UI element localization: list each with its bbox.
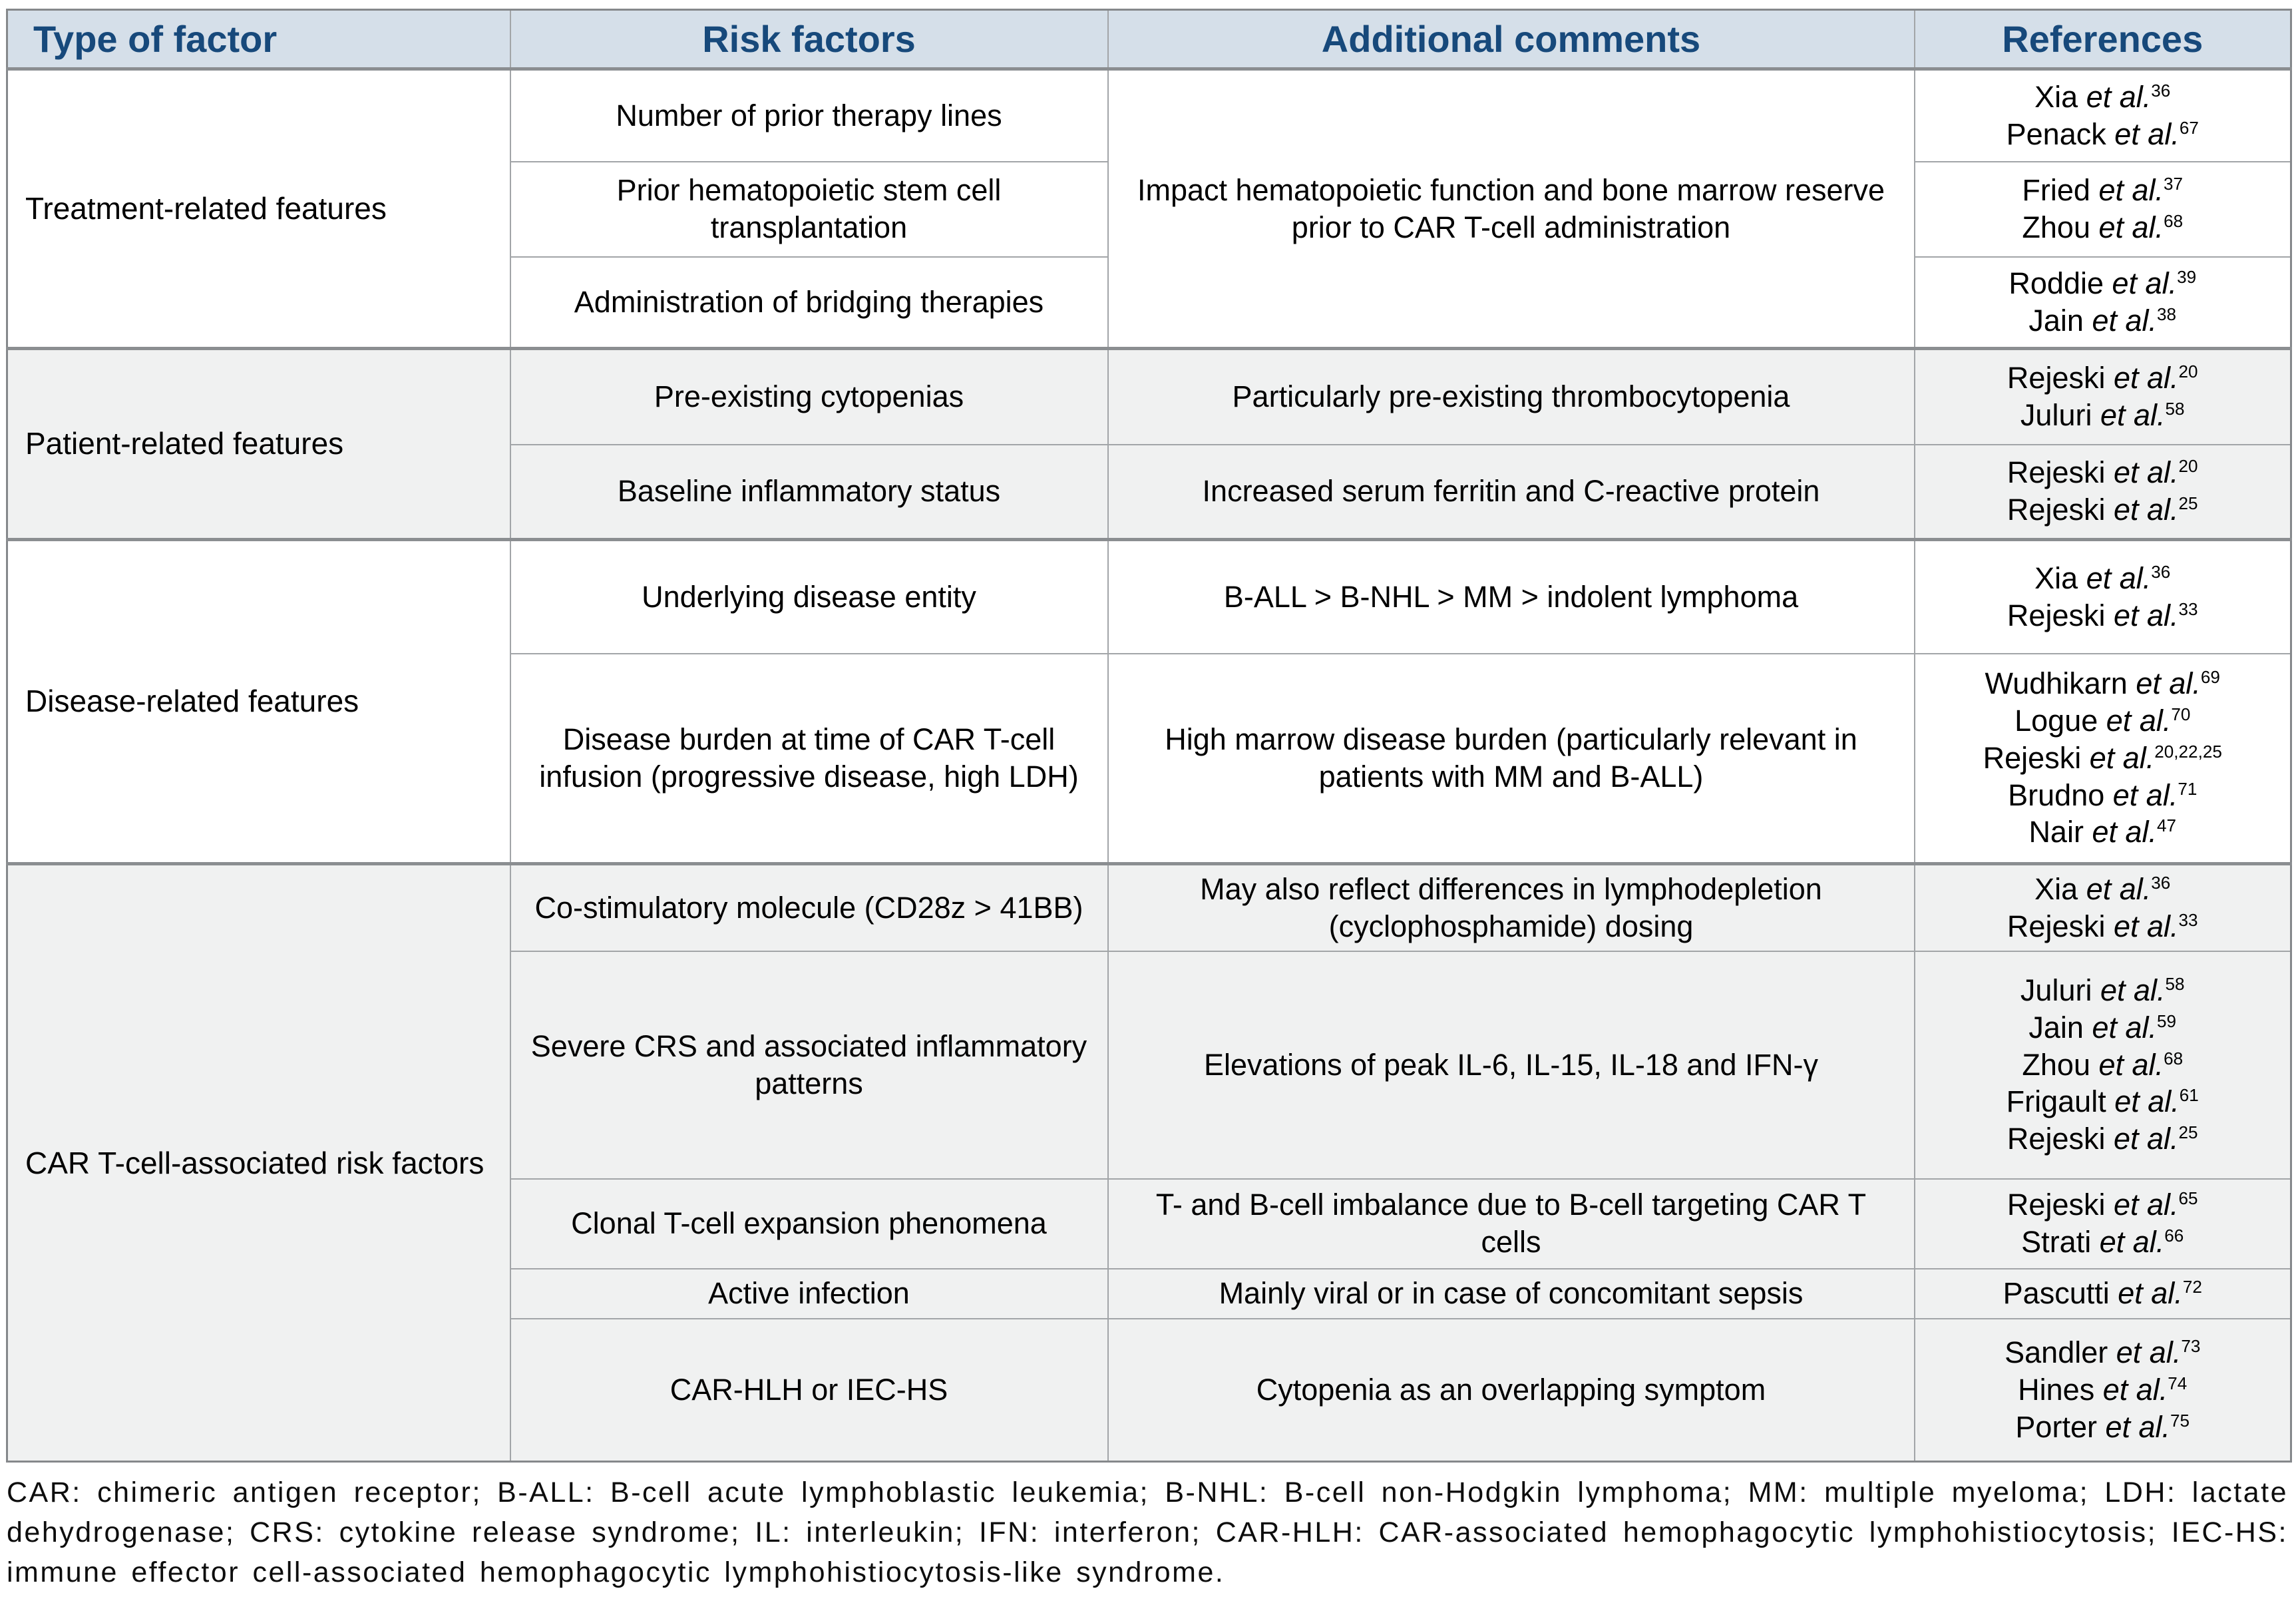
reference-number: 66 [2164, 1226, 2184, 1246]
abbreviations-footnote: CAR: chimeric antigen receptor; B-ALL: B-cell acute lymphoblastic leukemia; B-NHL: B-cell non-Hodgkin lymphoma; MM: multiple myeloma; LDH: lactate dehydrogenase; CRS: cytokine release syndrome; IL: interleukin; IFN: interferon; CAR-HLH: CAR-associated hemophagocytic lymphohistiocytosis; IEC-HS: immune effector cell-associated hemophagocytic lymphohistiocytosis-like syndrome. [7, 1477, 2288, 1589]
reference-number: 71 [2178, 778, 2198, 799]
reference-number: 38 [2157, 304, 2177, 324]
reference-author: Xia [2034, 872, 2078, 906]
factor-type-cell-car-t-cell-associated-risk-factors: CAR T-cell-associated risk factors [7, 864, 510, 1462]
et-al-label: et al. [2086, 561, 2152, 595]
et-al-label: et al. [2113, 909, 2179, 943]
et-al-label: et al. [2114, 1084, 2180, 1119]
reference-author: Strati [2021, 1225, 2092, 1259]
reference-number: 58 [2165, 974, 2185, 995]
risk-factor-cell: Clonal T-cell expansion phenomena [510, 1179, 1108, 1269]
et-al-label: et al. [2113, 493, 2179, 527]
reference-author: Penack [2006, 116, 2106, 151]
reference-number: 25 [2178, 493, 2198, 514]
references-cell [1915, 654, 2291, 864]
references-cell [1915, 349, 2291, 445]
et-al-label: et al. [2118, 1276, 2183, 1311]
reference-item [1922, 740, 2284, 777]
reference-item [1922, 813, 2284, 851]
reference-author: Roddie [2009, 266, 2104, 300]
et-al-label: et al. [2092, 815, 2158, 849]
table-header [7, 10, 2291, 69]
column-header-risk-factors: Risk factors [510, 10, 1108, 69]
reference-number: 70 [2171, 704, 2191, 725]
risk-factor-cell: Active infection [510, 1269, 1108, 1319]
comment-cell: T- and B-cell imbalance due to B-cell targeting CAR T cells [1108, 1179, 1915, 1269]
reference-item [1922, 1224, 2284, 1261]
reference-number: 20 [2178, 456, 2198, 477]
factor-type-cell-treatment-related-features: Treatment-related features [7, 69, 510, 349]
risk-factor-cell: Co-stimulatory molecule (CD28z > 41BB) [510, 864, 1108, 951]
comment-cell: Cytopenia as an overlapping symptom [1108, 1319, 1915, 1462]
table-row [7, 864, 2291, 951]
reference-author: Rejeski [2007, 1188, 2106, 1222]
reference-author: Brudno [2008, 778, 2105, 812]
factor-type-cell-disease-related-features: Disease-related features [7, 540, 510, 864]
risk-factor-cell: Disease burden at time of CAR T-cell infusion (progressive disease, high LDH) [510, 654, 1108, 864]
et-al-label: et al. [2113, 1122, 2179, 1156]
et-al-label: et al. [2098, 1047, 2164, 1082]
risk-factor-cell: Severe CRS and associated inflammatory patterns [510, 951, 1108, 1179]
reference-item [1922, 1009, 2284, 1046]
risk-factor-cell: Underlying disease entity [510, 540, 1108, 654]
et-al-label: et al. [2099, 1225, 2165, 1259]
reference-author: Pascutti [2003, 1276, 2110, 1311]
reference-number: 25 [2178, 1122, 2198, 1143]
risk-factor-cell: CAR-HLH or IEC-HS [510, 1319, 1108, 1462]
et-al-label: et al. [2116, 1335, 2182, 1370]
et-al-label: et al. [2092, 1010, 2158, 1044]
reference-number: 75 [2170, 1410, 2190, 1431]
table-body [7, 69, 2291, 1462]
reference-number: 65 [2178, 1188, 2198, 1209]
et-al-label: et al. [2092, 303, 2158, 338]
reference-item [1922, 1083, 2284, 1120]
header-row [7, 10, 2291, 69]
reference-number: 20,22,25 [2154, 741, 2222, 762]
reference-author: Logue [2014, 704, 2098, 738]
reference-item [1922, 1275, 2284, 1312]
et-al-label: et al. [2113, 455, 2179, 490]
reference-item [1922, 1371, 2284, 1409]
references-cell [1915, 257, 2291, 349]
reference-author: Rejeski [2007, 361, 2106, 395]
risk-factor-cell: Pre-existing cytopenias [510, 349, 1108, 445]
reference-number: 61 [2179, 1085, 2199, 1106]
reference-item [1922, 560, 2284, 597]
column-header-references: References [1915, 10, 2291, 69]
reference-author: Zhou [2022, 1047, 2090, 1082]
risk-factor-cell: Number of prior therapy lines [510, 69, 1108, 162]
reference-item [1922, 1409, 2284, 1446]
reference-item [1922, 1334, 2284, 1371]
reference-item [1922, 1046, 2284, 1084]
comment-cell: Mainly viral or in case of concomitant sepsis [1108, 1269, 1915, 1319]
reference-number: 36 [2151, 873, 2171, 893]
reference-author: Rejeski [2007, 598, 2106, 632]
reference-number: 73 [2181, 1336, 2201, 1357]
et-al-label: et al. [2136, 666, 2201, 701]
et-al-label: et al. [2102, 1372, 2168, 1407]
reference-author: Porter [2015, 1409, 2097, 1444]
reference-number: 36 [2151, 561, 2171, 582]
et-al-label: et al. [2100, 398, 2166, 433]
reference-item [1922, 116, 2284, 153]
reference-author: Rejeski [2007, 493, 2106, 527]
reference-author: Juluri [2020, 398, 2092, 433]
et-al-label: et al. [2098, 210, 2164, 244]
reference-author: Xia [2034, 79, 2078, 114]
reference-author: Sandler [2005, 1335, 2108, 1370]
et-al-label: et al. [2112, 778, 2178, 812]
comment-cell: Increased serum ferritin and C-reactive protein [1108, 445, 1915, 540]
references-cell [1915, 540, 2291, 654]
reference-author: Rejeski [2007, 909, 2106, 943]
reference-number: 33 [2178, 909, 2198, 930]
reference-item [1922, 597, 2284, 634]
reference-author: Rejeski [2007, 1122, 2106, 1156]
reference-item [1922, 972, 2284, 1009]
reference-item [1922, 908, 2284, 945]
references-cell [1915, 864, 2291, 951]
reference-number: 20 [2178, 361, 2198, 382]
reference-item [1922, 79, 2284, 116]
reference-item [1922, 454, 2284, 491]
risk-factor-cell: Administration of bridging therapies [510, 257, 1108, 349]
references-cell [1915, 69, 2291, 162]
et-al-label: et al. [2086, 872, 2152, 906]
references-cell [1915, 162, 2291, 257]
risk-factors-table [6, 9, 2292, 1463]
reference-author: Fried [2022, 173, 2090, 208]
reference-author: Jain [2028, 303, 2084, 338]
reference-author: Rejeski [1983, 740, 2082, 775]
reference-item [1922, 702, 2284, 740]
reference-number: 72 [2182, 1277, 2202, 1297]
reference-number: 33 [2178, 598, 2198, 619]
reference-number: 69 [2200, 667, 2220, 688]
table-row [7, 349, 2291, 445]
comment-cell: May also reflect differences in lymphodepletion (cyclophosphamide) dosing [1108, 864, 1915, 951]
et-al-label: et al. [2105, 1409, 2171, 1444]
reference-author: Juluri [2020, 973, 2092, 1008]
reference-author: Xia [2034, 561, 2078, 595]
reference-item [1922, 871, 2284, 908]
reference-item [1922, 172, 2284, 209]
reference-item [1922, 1120, 2284, 1158]
reference-author: Jain [2028, 1010, 2084, 1044]
et-al-label: et al. [2086, 79, 2152, 114]
reference-number: 37 [2164, 174, 2184, 194]
reference-number: 39 [2177, 266, 2197, 287]
comment-cell: Particularly pre-existing thrombocytopenia [1108, 349, 1915, 445]
reference-item [1922, 265, 2284, 302]
et-al-label: et al. [2106, 704, 2172, 738]
references-cell [1915, 1319, 2291, 1462]
risk-factor-cell: Prior hematopoietic stem cell transplantation [510, 162, 1108, 257]
et-al-label: et al. [2113, 598, 2179, 632]
reference-author: Wudhikarn [1985, 666, 2128, 701]
reference-number: 68 [2164, 1048, 2184, 1068]
reference-author: Frigault [2006, 1084, 2106, 1119]
references-cell [1915, 951, 2291, 1179]
reference-author: Rejeski [2007, 455, 2106, 490]
risk-factor-cell: Baseline inflammatory status [510, 445, 1108, 540]
column-header-type-of-factor: Type of factor [7, 10, 510, 69]
et-al-label: et al. [2098, 173, 2164, 208]
et-al-label: et al. [2100, 973, 2166, 1008]
references-cell [1915, 1269, 2291, 1319]
table-row [7, 540, 2291, 654]
factor-type-cell-patient-related-features: Patient-related features [7, 349, 510, 540]
et-al-label: et al. [2114, 116, 2180, 151]
references-cell [1915, 445, 2291, 540]
reference-number: 59 [2157, 1011, 2177, 1031]
column-header-additional-comments: Additional comments [1108, 10, 1915, 69]
table-row [7, 69, 2291, 162]
reference-number: 74 [2168, 1373, 2188, 1393]
reference-author: Nair [2028, 815, 2084, 849]
reference-item [1922, 665, 2284, 702]
et-al-label: et al. [2113, 361, 2179, 395]
reference-item [1922, 302, 2284, 340]
et-al-label: et al. [2113, 1188, 2179, 1222]
reference-number: 67 [2179, 117, 2199, 138]
reference-item [1922, 1186, 2284, 1224]
reference-author: Zhou [2022, 210, 2090, 244]
reference-item [1922, 209, 2284, 246]
references-cell [1915, 1179, 2291, 1269]
reference-number: 58 [2165, 399, 2185, 419]
comment-cell: B-ALL > B-NHL > MM > indolent lymphoma [1108, 540, 1915, 654]
et-al-label: et al. [2089, 740, 2155, 775]
reference-number: 36 [2151, 80, 2171, 101]
reference-item [1922, 397, 2284, 434]
et-al-label: et al. [2112, 266, 2178, 300]
reference-number: 47 [2157, 815, 2177, 836]
reference-item [1922, 359, 2284, 397]
comment-cell: Elevations of peak IL-6, IL-15, IL-18 and IFN-γ [1108, 951, 1915, 1179]
comment-cell: High marrow disease burden (particularly relevant in patients with MM and B-ALL) [1108, 654, 1915, 864]
reference-number: 68 [2164, 211, 2184, 231]
reference-item [1922, 777, 2284, 814]
reference-author: Hines [2018, 1372, 2095, 1407]
comment-cell: Impact hematopoietic function and bone marrow reserve prior to CAR T-cell administration [1108, 69, 1915, 349]
reference-item [1922, 491, 2284, 529]
